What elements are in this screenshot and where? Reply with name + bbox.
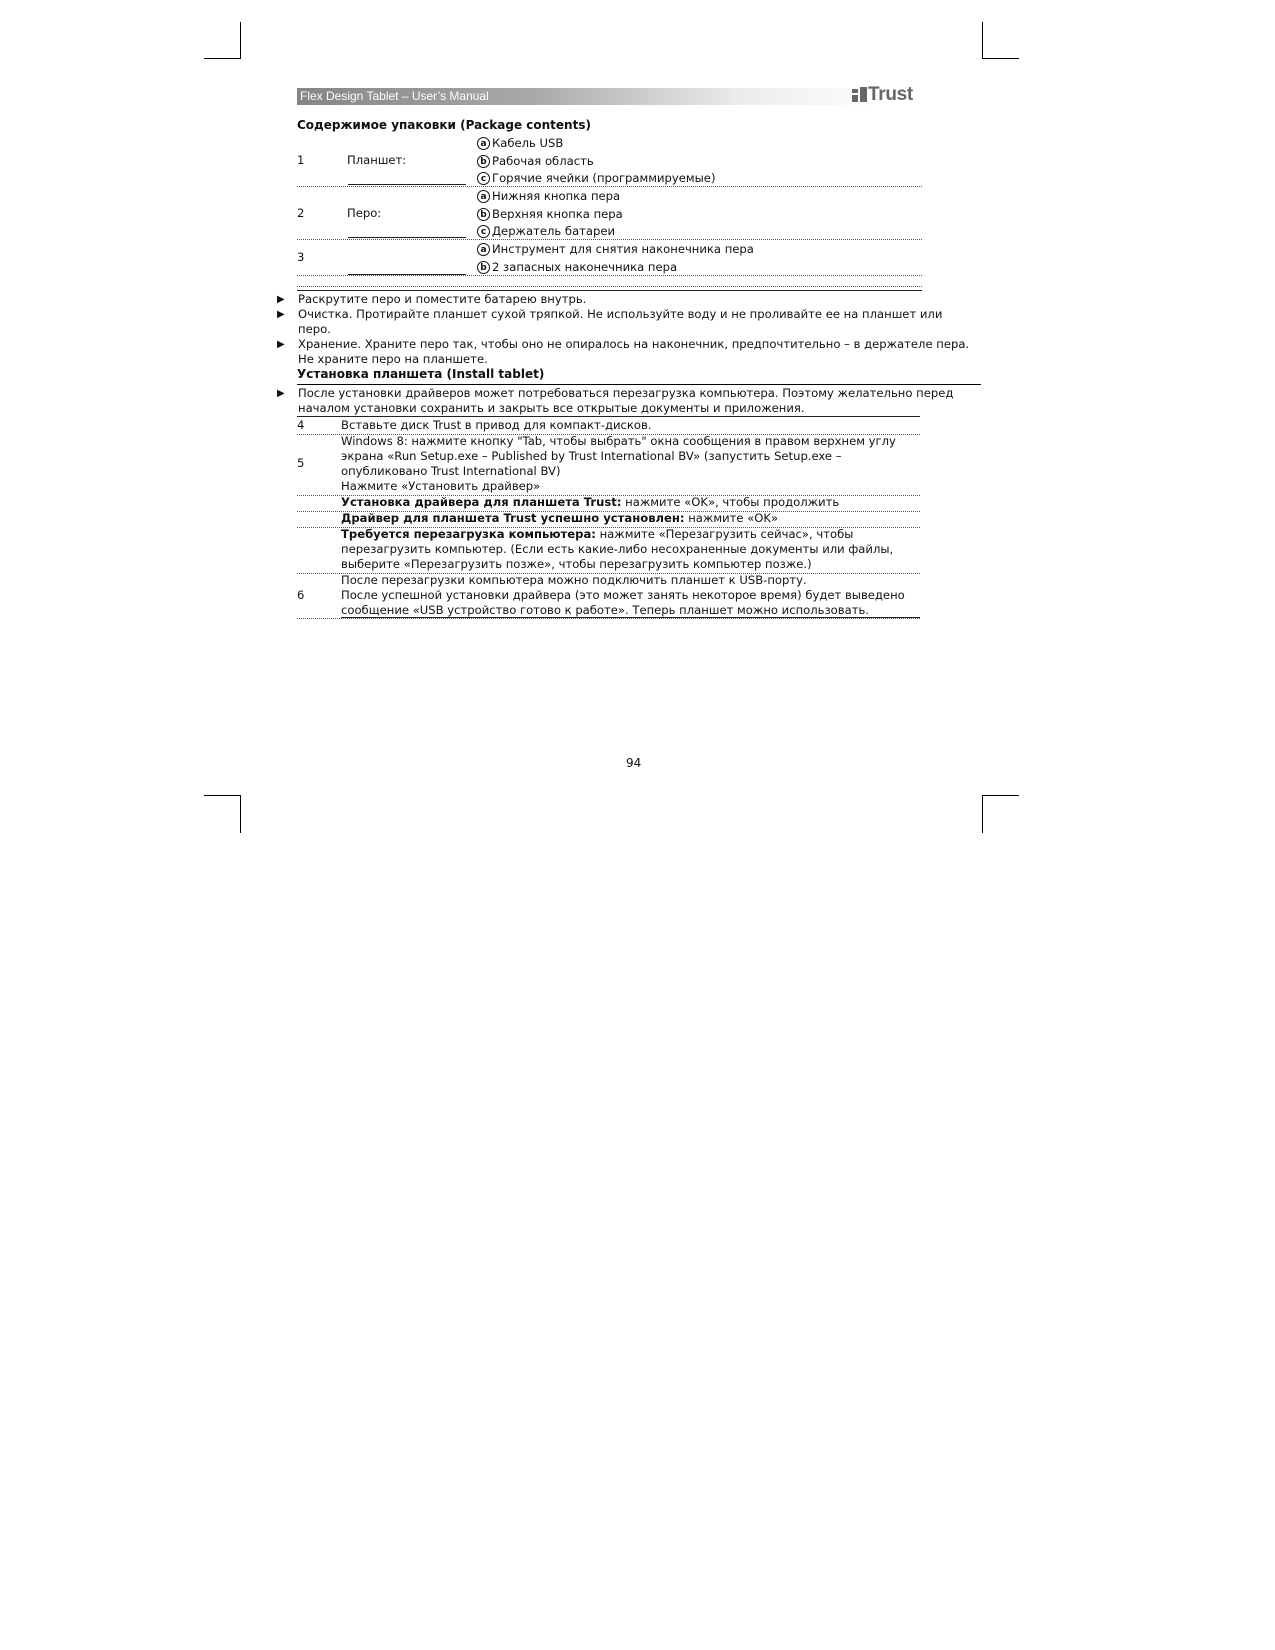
step-heading: Требуется перезагрузка компьютера:	[341, 527, 596, 541]
circled-marker-icon: a	[477, 137, 490, 150]
circled-marker-icon: b	[477, 155, 490, 168]
divider	[348, 274, 466, 275]
circled-marker-icon: c	[477, 172, 490, 185]
header-title: Flex Design Tablet – User’s Manual	[300, 89, 489, 103]
page-header	[297, 88, 887, 105]
section-rule	[297, 384, 981, 385]
divider	[297, 239, 922, 240]
step-text: нажмите «OK»	[684, 511, 779, 525]
list-item: ▶ Хранение. Храните перо так, чтобы оно не опиралось на наконечник, предпочтительно – в держателе пера. Не храните перо на планшете.	[277, 337, 970, 366]
divider	[297, 186, 922, 187]
install-intro	[277, 386, 982, 416]
list-item: ▶ После установки драйверов может потребоваться перезагрузка компьютера. Поэтому желательно перед началом установки сохранить и закрыть все открытые документы и приложения.	[277, 386, 954, 415]
list-item: b 2 запасных наконечника пера	[477, 259, 923, 277]
row-label: Перо:	[347, 206, 382, 220]
step-heading: Установка драйвера для планшета Trust:	[341, 495, 622, 509]
trust-logo	[852, 84, 913, 106]
package-row	[297, 241, 923, 277]
step-row	[297, 495, 917, 511]
divider	[348, 184, 466, 185]
crop-mark	[982, 795, 983, 833]
list-item: ▶ Очистка. Протирайте планшет сухой тряпкой. Не используйте воду и не проливайте ее на планшет или перо.	[277, 307, 943, 336]
bullet-triangle-icon: ▶	[277, 339, 285, 350]
crop-mark	[982, 22, 983, 59]
row-label: Планшет:	[347, 153, 407, 167]
list-item: a Инструмент для снятия наконечника пера	[477, 241, 923, 259]
list-item: a Кабель USB	[477, 135, 923, 153]
divider	[297, 527, 920, 528]
crop-mark	[240, 22, 241, 59]
circled-marker-icon: b	[477, 208, 490, 221]
package-section-title: Содержимое упаковки (Package contents)	[297, 118, 591, 132]
bullet-triangle-icon: ▶	[277, 388, 285, 399]
list-item: b Рабочая область	[477, 153, 923, 171]
circled-marker-icon: a	[477, 190, 490, 203]
step-text: Нажмите «Установить драйвер»	[341, 479, 541, 493]
step-text: нажмите «Перезагрузить сейчас», чтобы перезагрузить компьютер. (Если есть какие-либо несохраненные документы или файлы, выберите «Перезагрузить позже», чтобы перезагрузить компьютер позже.)	[341, 527, 894, 571]
step-number: 4	[297, 418, 305, 432]
circled-marker-icon: c	[477, 225, 490, 238]
package-row	[297, 188, 923, 241]
step-row	[297, 434, 917, 495]
step-number: 5	[297, 456, 305, 470]
crop-mark	[982, 795, 1019, 796]
circled-marker-icon: a	[477, 243, 490, 256]
step-heading: Драйвер для планшета Trust успешно установлен:	[341, 511, 685, 525]
list-item: b Верхняя кнопка пера	[477, 206, 923, 224]
divider	[297, 434, 920, 435]
step-text: нажмите «OK», чтобы продолжить	[621, 495, 840, 509]
list-item: c Горячие ячейки (программируемые)	[477, 170, 923, 188]
row-number: 3	[297, 250, 305, 264]
step-row	[297, 527, 917, 573]
divider	[297, 511, 920, 512]
package-row	[297, 135, 923, 188]
circled-marker-icon: b	[477, 261, 490, 274]
divider	[341, 617, 920, 618]
step-text: После успешной установки драйвера (это может занять некоторое время) будет выведено сообщение «USB устройство готово к работе». Теперь планшет можно использовать.	[341, 588, 905, 617]
divider	[297, 290, 922, 291]
install-section-title: Установка планшета (Install tablet)	[297, 367, 545, 381]
step-row	[297, 573, 917, 619]
crop-mark	[982, 58, 1019, 59]
bullet-triangle-icon: ▶	[277, 294, 285, 305]
list-item: ▶ Раскрутите перо и поместите батарею внутрь.	[277, 292, 587, 306]
divider	[297, 495, 920, 496]
row-number: 2	[297, 206, 305, 220]
divider	[297, 275, 922, 276]
divider	[348, 237, 466, 238]
notes-list	[277, 292, 977, 367]
package-table	[297, 135, 923, 277]
step-text: Windows 8: нажмите кнопку "Tab, чтобы выбрать" окна сообщения в правом верхнем углу экрана «Run Setup.exe – Published by Trust International BV» (запустить Setup.exe – опубликовано Trust International BV)	[341, 434, 896, 478]
logo-text: Trust	[868, 84, 913, 105]
step-text: Вставьте диск Trust в привод для компакт-дисков.	[341, 418, 652, 432]
crop-mark	[204, 795, 241, 796]
step-row	[297, 511, 917, 527]
list-item: c Держатель батареи	[477, 223, 923, 241]
page-number: 94	[626, 756, 642, 770]
divider	[297, 573, 920, 574]
step-text: После перезагрузки компьютера можно подключить планшет к USB-порту.	[341, 573, 807, 587]
crop-mark	[240, 795, 241, 833]
step-row	[297, 418, 917, 434]
divider	[297, 618, 920, 619]
row-number: 1	[297, 153, 305, 167]
list-item: a Нижняя кнопка пера	[477, 188, 923, 206]
divider	[297, 286, 922, 287]
install-steps	[297, 418, 917, 619]
step-number: 6	[297, 588, 305, 602]
crop-mark	[204, 58, 241, 59]
bullet-triangle-icon: ▶	[277, 309, 285, 320]
trust-logo-icon	[852, 87, 867, 102]
divider	[297, 416, 920, 417]
